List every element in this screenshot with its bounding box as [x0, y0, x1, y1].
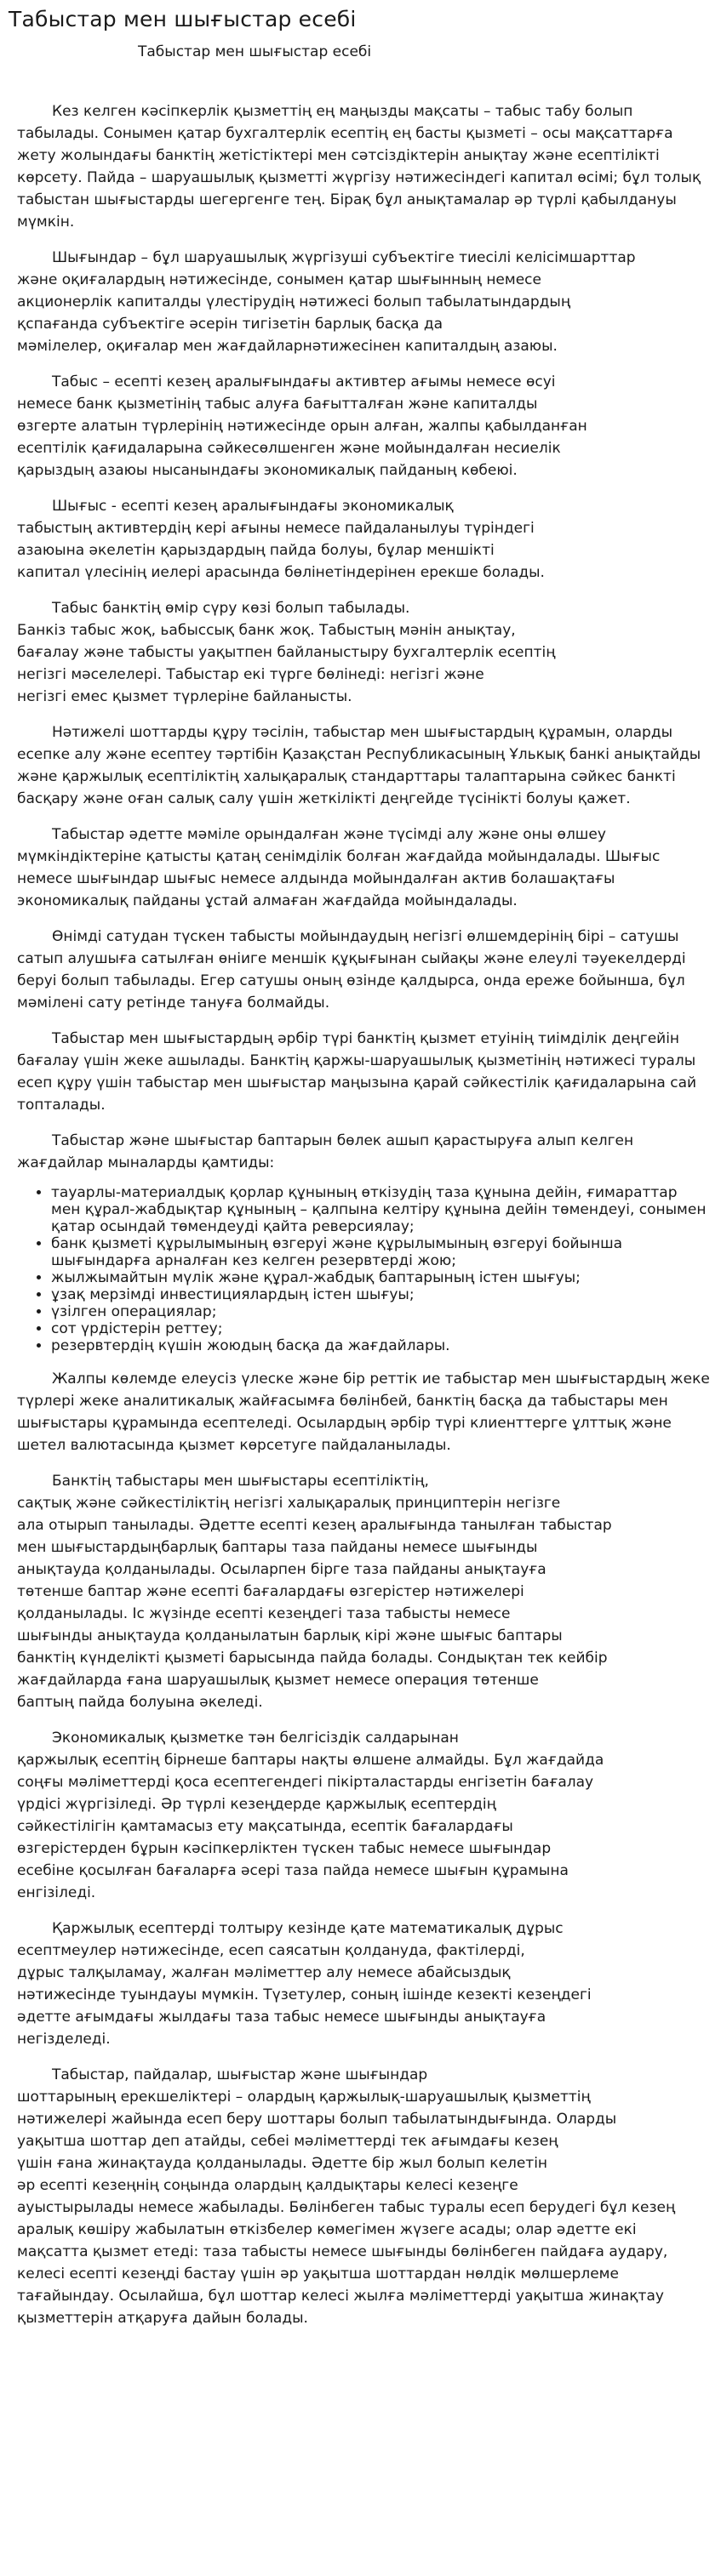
- bullet-list: [17, 1184, 711, 1354]
- paragraph: Кез келген кәсіпкерлік қызметтің ең маңызды мақсаты – табыс табу болып табылады. Сонымен қатар бухгалтерлік есептің ең басты қызметі – осы мақсаттарға жету жолындағы банктің жетістіктері мен сәтсіздіктерін анықтау және есептілікті көрсету. Пайда – шаруашылық қызметті жүргізу нәтижесіндегі капитал өсімі; бұл толық табыстан шығыстарды шегергенге тең. Бірақ бұл анықтамалар әр түрлі қабылдануы мүмкін.: [17, 103, 701, 231]
- list-item: • үзілген операциялар;: [51, 1303, 711, 1320]
- paragraph: Табыстар, пайдалар, шығыстар және шығындар шоттарының ерекшеліктері – олардың қаржылық-шаруашылық қызметтің нәтижелері жайында есеп беру шоттары болып табылатындығында. Оларды уақытша шоттар деп атайды, себеі мәліметтерді тек ағымдағы кезең үшін ғана жинақтауда қолданылады. Әдетте бір жыл болып келетін әр есепті кезеңнің соңында олардың қалдықтары келесі кезеңге ауыстырылады немесе жабылады. Бөлінбеген табыс туралы есеп берудегі бұл кезең аралық көшіру жабылатын өткізбелер көмегімен жүзеге асады; олар әдетте екі мақсатта қызмет етеді: таза табысты немесе шығынды бөлінбеген пайдаға аудару, келесі есепті кезеңді бастау үшін әр уақытша шоттардан нөлдік мөлшерлеме тағайындау. Осылайша, бұл шоттар келесі жылға мәліметтерді уақытша жинақтау қызметтерін атқаруға дайын болады.: [17, 2066, 676, 2327]
- paragraph: Шығындар – бұл шаруашылық жүргізуші субъектіге тиесілі келісімшарттар және оқиғалардың нәтижесінде, сонымен қатар шығынның немесе акционерлік капиталды үлестірудің нәтижесі болып табылатындардың қспағанда субъектіге әсерін тигізетін барлық басқа да мәмілелер, оқиғалар мен жағдайларнәтижесінен капиталдың азаюы.: [17, 249, 636, 355]
- document-subtitle: Табыстар мен шығыстар есебі: [138, 43, 372, 60]
- list-item: • банк қызметі құрылымының өзгеруі және құрылымының өзгеруі бойынша шығындарға арналған кез келген резервтерді жою;: [51, 1235, 711, 1269]
- paragraph: Өнімді сатудан түскен табысты мойындаудың негізгі өлшемдерінің бірі – сатушы сатып алушыға сатылған өніиге меншік құқығынан сыйақы және елеулі тәуекелдерді беруі болып табылады. Егер сатушы оның өзінде қалдырса, онда ереже бойынша, бұл мәмілені сату ретінде тануға болмайды.: [17, 928, 686, 1012]
- list-item: • ұзақ мерзімді инвестициялардың істен шығуы;: [51, 1286, 711, 1303]
- paragraph: Нәтижелі шоттарды құру тәсілін, табыстар мен шығыстардың құрамын, оларды есепке алу және есептеу тәртібін Қазақстан Республикасының Ұлькық банкі анықтайды және қаржылық есептіліктің халықаралық стандарттары талаптарына сәйкес банкті басқару және оған салық салу үшін жеткілікті деңгейде түсінікті болуы қажет.: [17, 724, 701, 807]
- list-item: • резервтердің күшін жоюдың басқа да жағдайлары.: [51, 1337, 711, 1354]
- paragraph: Табыс – есепті кезең аралығындағы активтер ағымы немесе өсуі немесе банк қызметінің табыс алуға бағытталған және капиталды өзгерте алатын түрлерінің нәтижесінде орын алған, жалпы қабылданған есептілік қағидаларына сәйкесөлшенген және мойындалған несиелік қарыздың азаюы нысанындағы экономикалық пайданың көбеюі.: [17, 373, 587, 479]
- paragraph: Экономикалық қызметке тән белгісіздік салдарынан қаржылық есептің бірнеше баптары нақты өлшене алмайды. Бұл жағдайда соңғы мәліметтерді қоса есептегендегі пікірталастарды енгізетін бағалау үрдісі жүргізіледі. Әр түрлі кезеңдерде қаржылық есептердің сәйкестілігін қамтамасыз ету мақсатында, есептік бағалардағы өзгерістерден бұрын кәсіпкерліктен түскен табыс немесе шығындар есебіне қосылған бағаларға әсері таза пайда немесе шығын құрамына енгізіледі.: [17, 1730, 604, 1901]
- paragraph: Табыстар әдетте мәміле орындалған және түсімді алу және оны өлшеу мүмкіндіктеріне қатысты қатаң сенімділік болған жағдайда мойындалады. Шығыс немесе шығындар шығыс немесе алдында мойындалған актив болашақтағы экономикалық пайданы ұстай алмаған жағдайда мойындалады.: [17, 826, 661, 909]
- page-bottom-spacer: [9, 2343, 712, 2394]
- paragraph: Табыс банктің өмір сүру көзі болып табылады. Банкіз табыс жоқ, ьабыссық банк жоқ. Табыстың мәнін анықтау, бағалау және табысты уақытпен байланыстыру бухгалтерлік есептің негізгі мәселелері. Табыстар екі түрге бөлінеді: негізгі және негізгі емес қызмет түрлеріне байланысты.: [17, 600, 556, 705]
- paragraph: Табыстар және шығыстар баптарын бөлек ашып қарастыруға алып келген жағдайлар мыналарды қамтиды:: [17, 1132, 634, 1171]
- paragraph: Қаржылық есептерді толтыру кезінде қате математикалық дұрыс есептмеулер нәтижесінде, есеп саясатын қолдануда, фактілерді, дұрыс талқыламау, жалған мәліметтер алу немесе абайсыздық нәтижесінде туындауы мүмкін. Түзетулер, соның ішінде кезекті кезеңдегі әдетте ағымдағы жылдағы таза табыс немесе шығынды анықтауға негізделеді.: [17, 1920, 592, 2048]
- paragraph: Банктің табыстары мен шығыстары есептіліктің, сақтық және сәйкестіліктің негізгі халықаралық принциптерін негізге ала отырып танылады. Әдетте есепті кезең аралығында танылған табыстар мен шығыстардыңбарлық баптары таза пайданы немесе шығынды анықтауда қолданылады. Осыларпен бірге таза пайданы анықтауға төтенше баптар және есепті бағалардағы өзгерістер нәтижелері қолданылады. Іс жүзінде есепті кезеңдегі таза табысты немесе шығынды анықтауда қолданылатын барлық кірі және шығыс баптары банктің күнделікті қызметі барысында пайда болады. Сондықтан тек кейбір жағдайларда ғана шаруашылық қызмет немесе операция төтенше баптың пайда болуына әкеледі.: [17, 1473, 612, 1711]
- list-item: • жылжымайтын мүлік және құрал-жабдық баптарының істен шығуы;: [51, 1269, 711, 1286]
- paragraph: Жалпы көлемде елеусіз үлеске және бір реттік ие табыстар мен шығыстардың жеке түрлері жеке аналитикалық жайғасымға бөлінбей, банктің басқа да табыстары мен шығыстары құрамында есептеледі. Осылардың әрбір түрі клиенттерге ұлттық және шетел валютасында қызмет көрсетуге пайдаланылады.: [17, 1371, 710, 1454]
- paragraph: Табыстар мен шығыстардың әрбір түрі банктің қызмет етуінің тиімділік деңгейін бағалау үшін жеке ашылады. Банктің қаржы-шаруашылық қызметінің нәтижесі туралы есеп құру үшін табыстар мен шығыстар маңызына қарай сәйкестілік қағидаларына сай топталады.: [17, 1030, 697, 1114]
- document-body: [9, 100, 712, 2329]
- list-item: • тауарлы-материалдық қорлар құнының өткізудің таза құнына дейін, ғимараттар мен құрал-жабдықтар құнының – қалпына келтіру құнына дейін төмендеуі, сонымен қатар осындай төмендеуді қайта реверсиялау;: [51, 1184, 711, 1235]
- document-heading: Табыстар мен шығыстар есебі: [9, 7, 357, 31]
- list-item: • сот үрдістерін реттеу;: [51, 1320, 711, 1337]
- paragraph: Шығыс - есепті кезең аралығындағы экономикалық табыстың активтердің кері ағыны немесе пайдаланылуы түріндегі азаюына әкелетін қарыздардың пайда болуы, бұлар меншікті капитал үлесінің иелері арасында бөлінетіндерінен ерекше болады.: [17, 498, 545, 581]
